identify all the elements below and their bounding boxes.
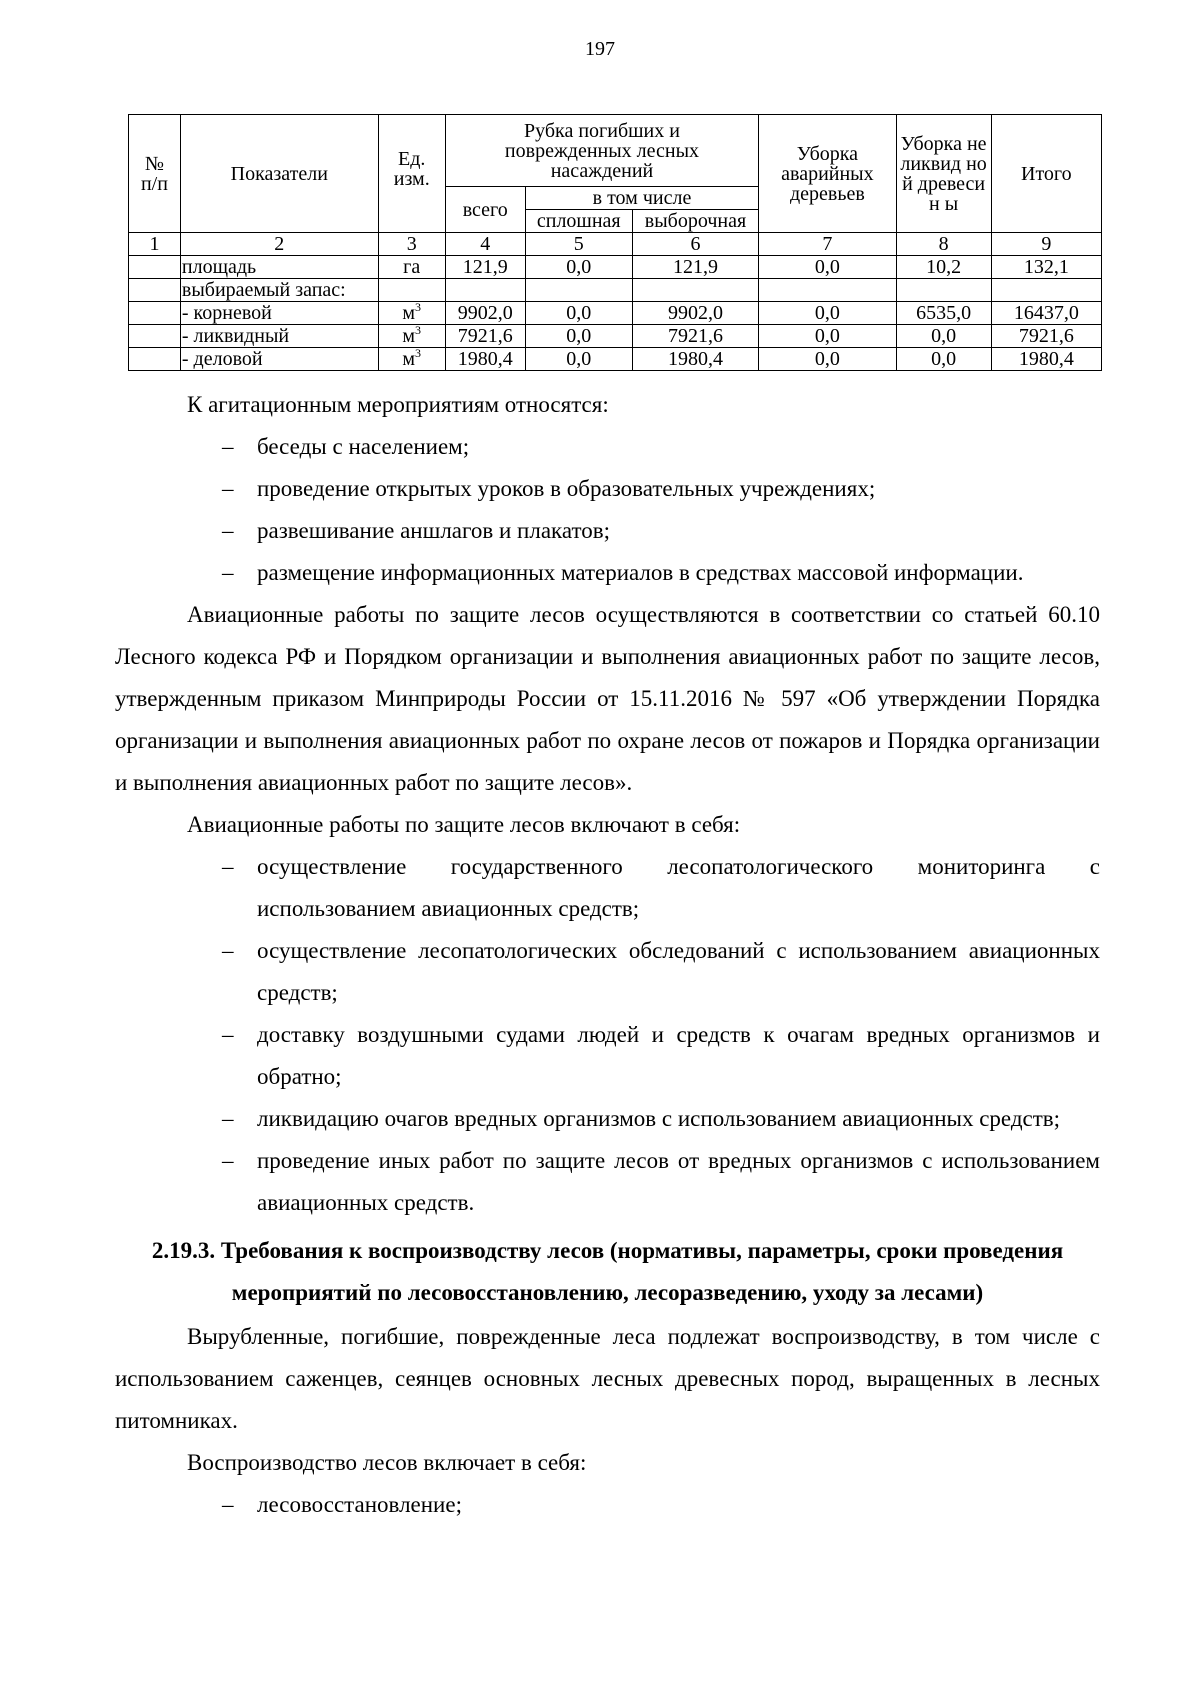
dash-bullet: – — [222, 476, 234, 501]
list-item-text: беседы с населением; — [257, 434, 470, 459]
header-indicators: Показатели — [180, 115, 378, 233]
cell-row-name: площадь — [180, 256, 378, 279]
cell-c5 — [525, 279, 632, 302]
cell-c9: 16437,0 — [991, 302, 1101, 325]
cell-c8: 0,0 — [896, 348, 991, 371]
header-emergency: Уборка аварийных деревьев — [759, 115, 896, 233]
cell-unit: $м^3$ — [378, 348, 445, 371]
cell-unit: га — [378, 256, 445, 279]
agit-intro: К агитационным мероприятиям относятся: — [187, 392, 609, 417]
list-item-text: ликвидацию очагов вредных организмов с использованием авиационных средств; — [257, 1106, 1061, 1131]
cell-num — [129, 325, 181, 348]
reproduction-paragraph: Вырубленные, погибшие, поврежденные леса подлежат воспроизводству, в том числе с использованием саженцев, сеянцев основных лесных древесных пород, выращенных в лесных питомниках. — [115, 1324, 1100, 1433]
list-item-text: осуществление лесопатологических обследований с использованием авиационных средств; — [257, 938, 1100, 1005]
header-selective: выборочная — [632, 210, 758, 233]
cell-row-name: - деловой — [180, 348, 378, 371]
list-item-text: проведение открытых уроков в образовательных учреждениях; — [257, 476, 876, 501]
table-row — [129, 256, 1102, 279]
list-item — [115, 426, 1100, 468]
cell-c7 — [759, 279, 896, 302]
list-item-text: развешивание аншлагов и плакатов; — [257, 518, 610, 543]
header-total: всего — [445, 187, 525, 233]
list-item-text: размещение информационных материалов в средствах массовой информации. — [257, 560, 1024, 585]
header-incl: в том числе — [525, 187, 759, 210]
reproduction-list — [115, 1484, 1100, 1526]
cell-c7: 0,0 — [759, 256, 896, 279]
aviation-intro: Авиационные работы по защите лесов включают в себя: — [187, 812, 741, 837]
cell-unit: $м^3$ — [378, 302, 445, 325]
column-number-6: 6 — [632, 233, 758, 256]
list-item — [115, 930, 1100, 1014]
cell-c6: 7921,6 — [632, 325, 758, 348]
column-number-1: 1 — [129, 233, 181, 256]
list-item — [115, 846, 1100, 930]
cell-c7: 0,0 — [759, 348, 896, 371]
cell-row-name: - ликвидный — [180, 325, 378, 348]
cell-c9: 7921,6 — [991, 325, 1101, 348]
table-row — [129, 302, 1102, 325]
cell-num — [129, 302, 181, 325]
cell-c5: 0,0 — [525, 348, 632, 371]
column-number-4: 4 — [445, 233, 525, 256]
table-row — [129, 348, 1102, 371]
cell-c6: 9902,0 — [632, 302, 758, 325]
header-num: № п/п — [129, 115, 181, 233]
header-sum: Итого — [991, 115, 1101, 233]
cell-c4: 121,9 — [445, 256, 525, 279]
body-text — [115, 384, 1100, 1526]
cell-c4: 9902,0 — [445, 302, 525, 325]
cell-unit — [378, 279, 445, 302]
page-number: 197 — [585, 38, 615, 60]
dash-bullet: – — [222, 1148, 234, 1173]
agit-list — [115, 426, 1100, 594]
dash-bullet: – — [222, 518, 234, 543]
column-number-5: 5 — [525, 233, 632, 256]
list-item — [115, 1140, 1100, 1224]
cell-c8: 6535,0 — [896, 302, 991, 325]
cell-c4: 7921,6 — [445, 325, 525, 348]
column-number-9: 9 — [991, 233, 1101, 256]
cell-row-name: - корневой — [180, 302, 378, 325]
cell-c9 — [991, 279, 1101, 302]
logging-table — [128, 114, 1102, 371]
cell-c4: 1980,4 — [445, 348, 525, 371]
cell-unit: $м^3$ — [378, 325, 445, 348]
cell-c6: 1980,4 — [632, 348, 758, 371]
cell-c6 — [632, 279, 758, 302]
cell-c8: 0,0 — [896, 325, 991, 348]
column-number-8: 8 — [896, 233, 991, 256]
cell-c6: 121,9 — [632, 256, 758, 279]
header-cutting: Рубка погибших и поврежденных лесных насаждений — [445, 115, 759, 187]
column-number-3: 3 — [378, 233, 445, 256]
list-item-text: осуществление государственного лесопатологического мониторинга с использованием авиационных средств; — [257, 854, 1100, 921]
dash-bullet: – — [222, 854, 234, 879]
column-number-row — [129, 233, 1102, 256]
table-row — [129, 279, 1102, 302]
cell-c8: 10,2 — [896, 256, 991, 279]
cell-c9: 132,1 — [991, 256, 1101, 279]
dash-bullet: – — [222, 1022, 234, 1047]
aviation-paragraph: Авиационные работы по защите лесов осуществляются в соответствии со статьей 60.10 Лесного кодекса РФ и Порядком организации и выполнения авиационных работ по защите лесов, утвержденным приказом Минприроды России от 15.11.2016 № 597 «Об утверждении Порядка организации и выполнения авиационных работ по охране лесов от пожаров и Порядка организации и выполнения авиационных работ по защите лесов». — [115, 602, 1100, 795]
cell-c7: 0,0 — [759, 302, 896, 325]
cell-num — [129, 279, 181, 302]
list-item — [115, 1014, 1100, 1098]
table-row — [129, 325, 1102, 348]
list-item-text: доставку воздушными судами людей и средств к очагам вредных организмов и обратно; — [257, 1022, 1100, 1089]
cell-c5: 0,0 — [525, 325, 632, 348]
column-number-7: 7 — [759, 233, 896, 256]
list-item-text: лесовосстановление; — [257, 1492, 462, 1517]
header-unit: Ед. изм. — [378, 115, 445, 233]
cell-c5: 0,0 — [525, 302, 632, 325]
section-title: 2.19.3. Требования к воспроизводству лесов (нормативы, параметры, сроки проведения мероприятий по лесовосстановлению, лесоразведению, уходу за лесами) — [151, 1238, 1064, 1305]
dash-bullet: – — [222, 1106, 234, 1131]
list-item — [115, 1098, 1100, 1140]
header-illiquid: Уборка неликвид ной древесин ы — [896, 115, 991, 233]
list-item — [115, 468, 1100, 510]
dash-bullet: – — [222, 938, 234, 963]
list-item — [115, 1484, 1100, 1526]
aviation-list — [115, 846, 1100, 1224]
reproduction-intro: Воспроизводство лесов включает в себя: — [187, 1450, 587, 1475]
cell-num — [129, 256, 181, 279]
cell-row-name: выбираемый запас: — [180, 279, 378, 302]
cell-num — [129, 348, 181, 371]
cell-c5: 0,0 — [525, 256, 632, 279]
cell-c9: 1980,4 — [991, 348, 1101, 371]
cell-c8 — [896, 279, 991, 302]
header-clear: сплошная — [525, 210, 632, 233]
list-item-text: проведение иных работ по защите лесов от вредных организмов с использованием авиационных средств. — [257, 1148, 1100, 1215]
dash-bullet: – — [222, 434, 234, 459]
cell-c7: 0,0 — [759, 325, 896, 348]
list-item — [115, 510, 1100, 552]
dash-bullet: – — [222, 560, 234, 585]
cell-c4 — [445, 279, 525, 302]
list-item — [115, 552, 1100, 594]
dash-bullet: – — [222, 1492, 234, 1517]
column-number-2: 2 — [180, 233, 378, 256]
